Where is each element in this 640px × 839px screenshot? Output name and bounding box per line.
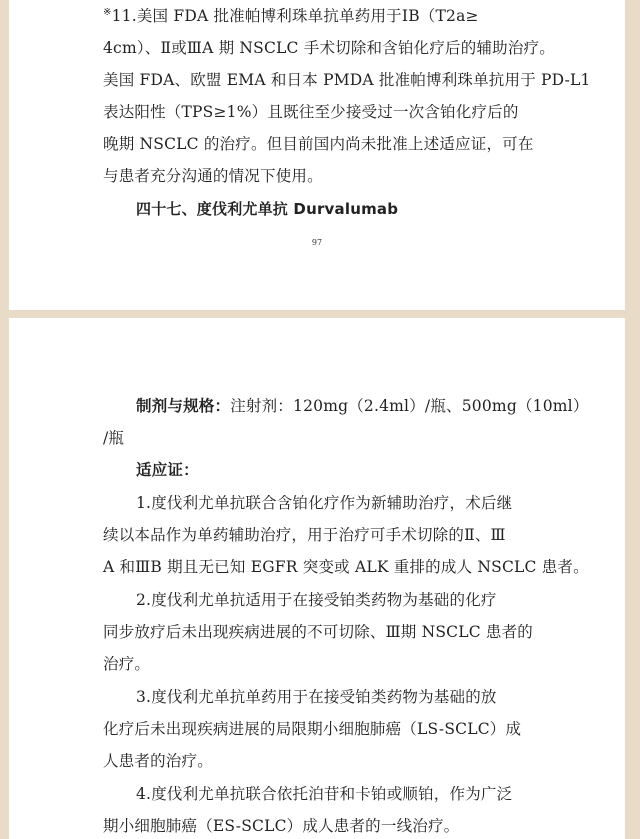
indication-line-10: 4.度伐利尤单抗联合依托泊苷和卡铂或顺铂，作为广泛 [136,785,513,803]
text-line-4: 表达阳性（TPS≥1%）且既往至少接受过一次含铂化疗后的 [103,103,519,121]
text-line-1-content: 11.美国 FDA 批准帕博利珠单抗单药用于ⅠB（T2a≥ [111,7,479,25]
document-page-top [9,0,625,310]
indication-line-11: 期小细胞肺癌（ES-SCLC）成人患者的一线治疗。 [103,817,460,835]
text-line-5: 晚期 NSCLC 的治疗。但目前国内尚未批准上述适应证，可在 [103,135,534,153]
indication-line-2: 续以本品作为单药辅助治疗，用于治疗可手术切除的Ⅱ、Ⅲ [103,526,506,544]
indication-line-4: 2.度伐利尤单抗适用于在接受铂类药物为基础的化疗 [136,591,497,609]
text-line-6: 与患者充分沟通的情况下使用。 [103,167,323,185]
indication-line-5: 同步放疗后未出现疾病进展的不可切除、Ⅲ期 NSCLC 患者的 [103,623,533,641]
spec-line [136,396,589,416]
text-line-2: 4cm）、Ⅱ或ⅢA 期 NSCLC 手术切除和含铂化疗后的辅助治疗。 [103,39,555,57]
spec-continuation: /瓶 [103,429,125,447]
indication-line-6: 治疗。 [103,655,151,673]
indication-line-1: 1.度伐利尤单抗联合含铂化疗作为新辅助治疗，术后继 [136,494,513,512]
indication-line-8: 化疗后未出现疾病进展的局限期小细胞肺癌（LS-SCLC）成 [103,720,522,738]
spec-label: 制剂与规格： [136,396,231,415]
indication-line-3: A 和ⅢB 期且无已知 EGFR 突变或 ALK 重排的成人 NSCLC 患者。 [103,558,589,576]
section-heading: 四十七、度伐利尤单抗 Durvalumab [136,200,399,218]
indication-line-7: 3.度伐利尤单抗单药用于在接受铂类药物为基础的放 [136,688,497,706]
page-number: 97 [311,238,323,247]
indication-line-9: 人患者的治疗。 [103,752,213,770]
text-line-1 [103,6,543,26]
text-line-3: 美国 FDA、欧盟 EMA 和日本 PMDA 批准帕博利珠单抗用于 PD-L1 [103,71,591,89]
document-page-bottom [9,318,625,839]
spec-text: 注射剂：120mg（2.4ml）/瓶、500mg（10ml） [230,397,589,415]
indications-label: 适应证： [136,460,199,479]
footnote-mark: ※ [103,7,112,18]
